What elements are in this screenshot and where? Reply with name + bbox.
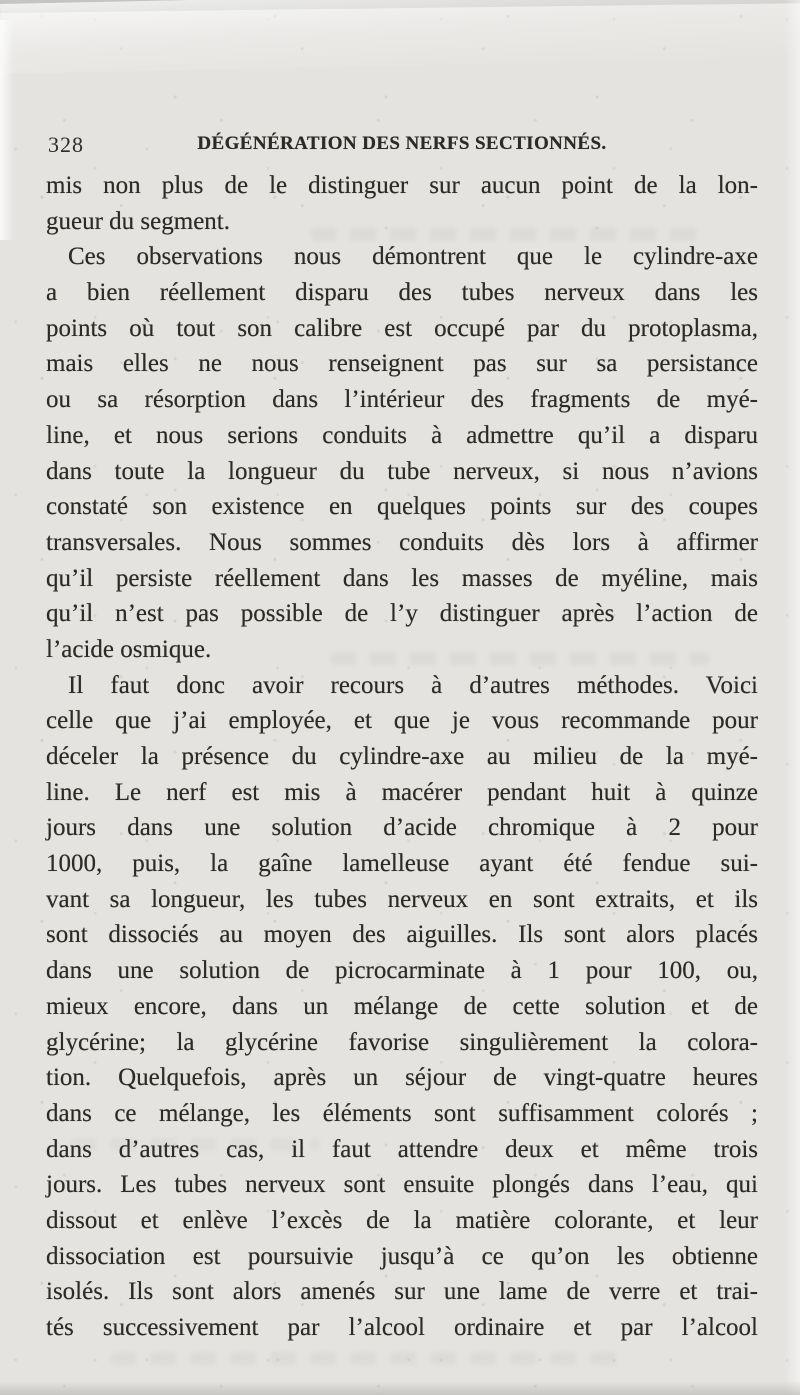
text-line: l’acide osmique. <box>46 635 212 663</box>
text-line: sont dissociés au moyen des aiguilles. Ils sont alors placés <box>46 921 758 949</box>
text-line: dissociation est poursuivie jusqu’à ce qu’on les obtienne <box>46 1242 758 1270</box>
text-line: qu’il n’est pas possible de l’y distinguer après l’action de <box>46 600 758 628</box>
page-header <box>46 131 758 159</box>
text-line: 1000, puis, la gaîne lamelleuse ayant été fendue sui- <box>46 850 758 878</box>
text-line: jours dans une solution d’acide chromique à 2 pour <box>46 814 758 842</box>
text-line: a bien réellement disparu des tubes nerveux dans les <box>46 279 758 307</box>
text-line: Ces observations nous démontrent que le cylindre-axe <box>68 243 758 271</box>
scan-light-wedge <box>0 0 800 74</box>
text-line: tion. Quelquefois, après un séjour de vingt-quatre heures <box>46 1064 758 1092</box>
text-line: ou sa résorption dans l’intérieur des fragments de myé- <box>46 386 758 414</box>
text-line: transversales. Nous sommes conduits dès lors à affirmer <box>46 528 758 556</box>
text-line: line. Le nerf est mis à macérer pendant huit à quinze <box>46 778 758 806</box>
scan-edge-left <box>0 20 14 240</box>
scan-edge-right <box>784 0 800 1395</box>
text-line: dissout et enlève l’excès de la matière colorante, et leur <box>46 1206 758 1234</box>
text-line: line, et nous serions conduits à admettre qu’il a disparu <box>46 421 758 449</box>
text-line: vant sa longueur, les tubes nerveux en sont extraits, et ils <box>46 885 758 913</box>
text-line: Il faut donc avoir recours à d’autres méthodes. Voici <box>68 671 758 699</box>
text-line: dans ce mélange, les éléments sont suffisamment colorés ; <box>46 1099 758 1127</box>
text-line: dans toute la longueur du tube nerveux, si nous n’avions <box>46 457 758 485</box>
text-line: dans une solution de picrocarminate à 1 pour 100, ou, <box>46 957 758 985</box>
text-block <box>46 168 758 1346</box>
text-line: mais elles ne nous renseignent pas sur sa persistance <box>46 350 758 378</box>
text-line: jours. Les tubes nerveux sont ensuite plongés dans l’eau, qui <box>46 1171 758 1199</box>
text-line: isolés. Ils sont alors amenés sur une lame de verre et trai- <box>46 1278 758 1306</box>
text-line: gueur du segment. <box>46 207 230 235</box>
text-line: qu’il persiste réellement dans les masses de myéline, mais <box>46 564 758 592</box>
text-line: dans d’autres cas, il faut attendre deux et même trois <box>46 1135 758 1163</box>
text-line: constaté son existence en quelques points sur des coupes <box>46 493 758 521</box>
text-line: mis non plus de le distinguer sur aucun point de la lon- <box>46 172 758 199</box>
text-line: tés successivement par l’alcool ordinaire et par l’alcool <box>46 1314 758 1341</box>
text-line: glycérine; la glycérine favorise singulièrement la colora- <box>46 1028 758 1056</box>
text-line: déceler la présence du cylindre-axe au milieu de la myé- <box>46 743 758 770</box>
scan-edge-bottom <box>0 1381 800 1395</box>
page-number: 328 <box>48 132 84 157</box>
running-title: DÉGÉNÉRATION DES NERFS SECTIONNÉS. <box>197 133 607 154</box>
text-line: mieux encore, dans un mélange de cette solution et de <box>46 992 758 1020</box>
bleedthrough-smudge <box>110 1352 630 1365</box>
text-line: points où tout son calibre est occupé par du protoplasma, <box>46 314 758 342</box>
text-line: celle que j’ai employée, et que je vous recommande pour <box>46 707 758 735</box>
